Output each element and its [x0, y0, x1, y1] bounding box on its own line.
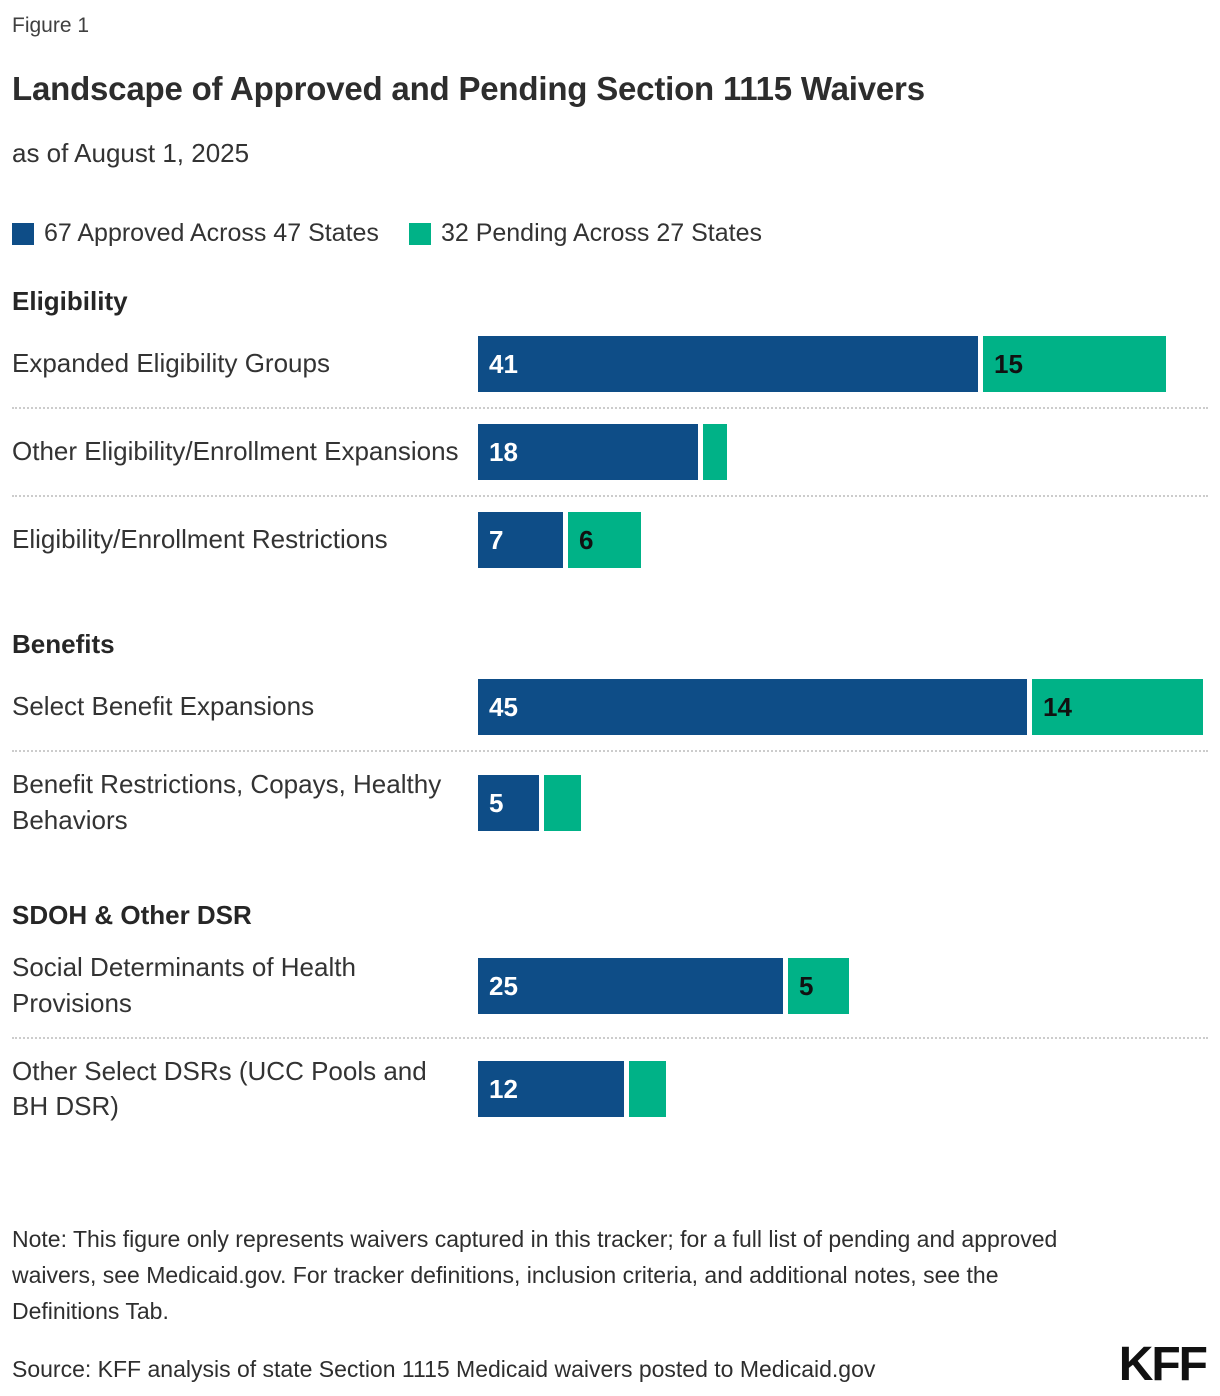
legend-label-approved: 67 Approved Across 47 States: [44, 219, 379, 247]
chart-section: [12, 629, 1208, 854]
pending-bar: [703, 424, 727, 480]
approved-swatch-icon: [12, 223, 34, 245]
chart-row: [12, 664, 1208, 752]
section-header: SDOH & Other DSR: [12, 899, 252, 930]
approved-bar: [478, 958, 783, 1014]
section-header: Eligibility: [12, 286, 128, 316]
approved-bar-value: 12: [489, 1074, 518, 1105]
row-label: Social Determinants of Health Provisions: [12, 951, 356, 1018]
figure-label: Figure 1: [12, 14, 90, 37]
approved-bar-value: 41: [489, 349, 518, 379]
approved-bar-value: 5: [489, 787, 504, 818]
page-title: Landscape of Approved and Pending Section 1115 Waivers: [12, 70, 925, 107]
source-text: Source: KFF analysis of state Section 1115 Medicaid waivers posted to Medicaid.gov: [12, 1356, 876, 1383]
pending-bar-value: 14: [1043, 692, 1072, 722]
chart-row: [12, 935, 1208, 1039]
legend-label-pending: 32 Pending Across 27 States: [440, 219, 762, 247]
pending-bar: [983, 336, 1166, 392]
row-bars: [478, 512, 641, 568]
row-bars: [478, 424, 727, 480]
legend-item-approved: [12, 219, 379, 248]
legend: [12, 219, 1208, 248]
approved-bar-value: 18: [489, 437, 518, 467]
chart-section: [12, 286, 1208, 583]
pending-bar: [629, 1061, 666, 1117]
approved-bar-value: 7: [489, 525, 504, 555]
approved-bar: [478, 775, 539, 831]
row-bars: [478, 958, 849, 1014]
row-bars: [478, 775, 581, 831]
approved-bar: [478, 424, 698, 480]
legend-item-pending: [409, 219, 762, 248]
approved-bar: [478, 679, 1027, 735]
chart-row: [12, 497, 1208, 583]
row-label: Eligibility/Enrollment Restrictions: [12, 524, 388, 555]
pending-bar-value: 6: [579, 525, 594, 555]
subtitle-date: as of August 1, 2025: [12, 138, 250, 168]
section-header: Benefits: [12, 629, 115, 659]
pending-swatch-icon: [409, 223, 431, 245]
approved-bar: [478, 336, 978, 392]
pending-bar: [544, 775, 581, 831]
pending-bar-value: 15: [994, 349, 1023, 379]
row-label: Other Select DSRs (UCC Pools and BH DSR): [12, 1055, 427, 1122]
pending-bar-value: 5: [799, 970, 814, 1001]
pending-bar: [1032, 679, 1203, 735]
footer: [12, 1338, 1208, 1392]
chart-section: [12, 900, 1208, 1141]
chart-row: [12, 752, 1208, 854]
bar-chart: [12, 286, 1208, 1140]
row-bars: [478, 679, 1203, 735]
row-bars: [478, 336, 1166, 392]
chart-row: [12, 1039, 1208, 1141]
approved-bar-value: 45: [489, 692, 518, 722]
row-label: Other Eligibility/Enrollment Expansions: [12, 436, 459, 467]
row-label: Benefit Restrictions, Copays, Healthy Behaviors: [12, 769, 442, 835]
chart-row: [12, 409, 1208, 497]
row-bars: [478, 1061, 666, 1117]
chart-row: [12, 321, 1208, 409]
approved-bar: [478, 1061, 624, 1117]
approved-bar-value: 25: [489, 970, 518, 1001]
row-label: Select Benefit Expansions: [12, 691, 315, 722]
row-label: Expanded Eligibility Groups: [12, 348, 330, 379]
approved-bar: [478, 512, 563, 568]
pending-bar: [788, 958, 849, 1014]
kff-logo: KFF: [1118, 1338, 1206, 1392]
note-text: Note: This figure only represents waivers captured in this tracker; for a full list of pending and approved waivers, see Medicaid.gov. For tracker definitions, inclusion criteria, and additional notes, see the Definitions Tab.: [12, 1226, 1058, 1324]
pending-bar: [568, 512, 641, 568]
